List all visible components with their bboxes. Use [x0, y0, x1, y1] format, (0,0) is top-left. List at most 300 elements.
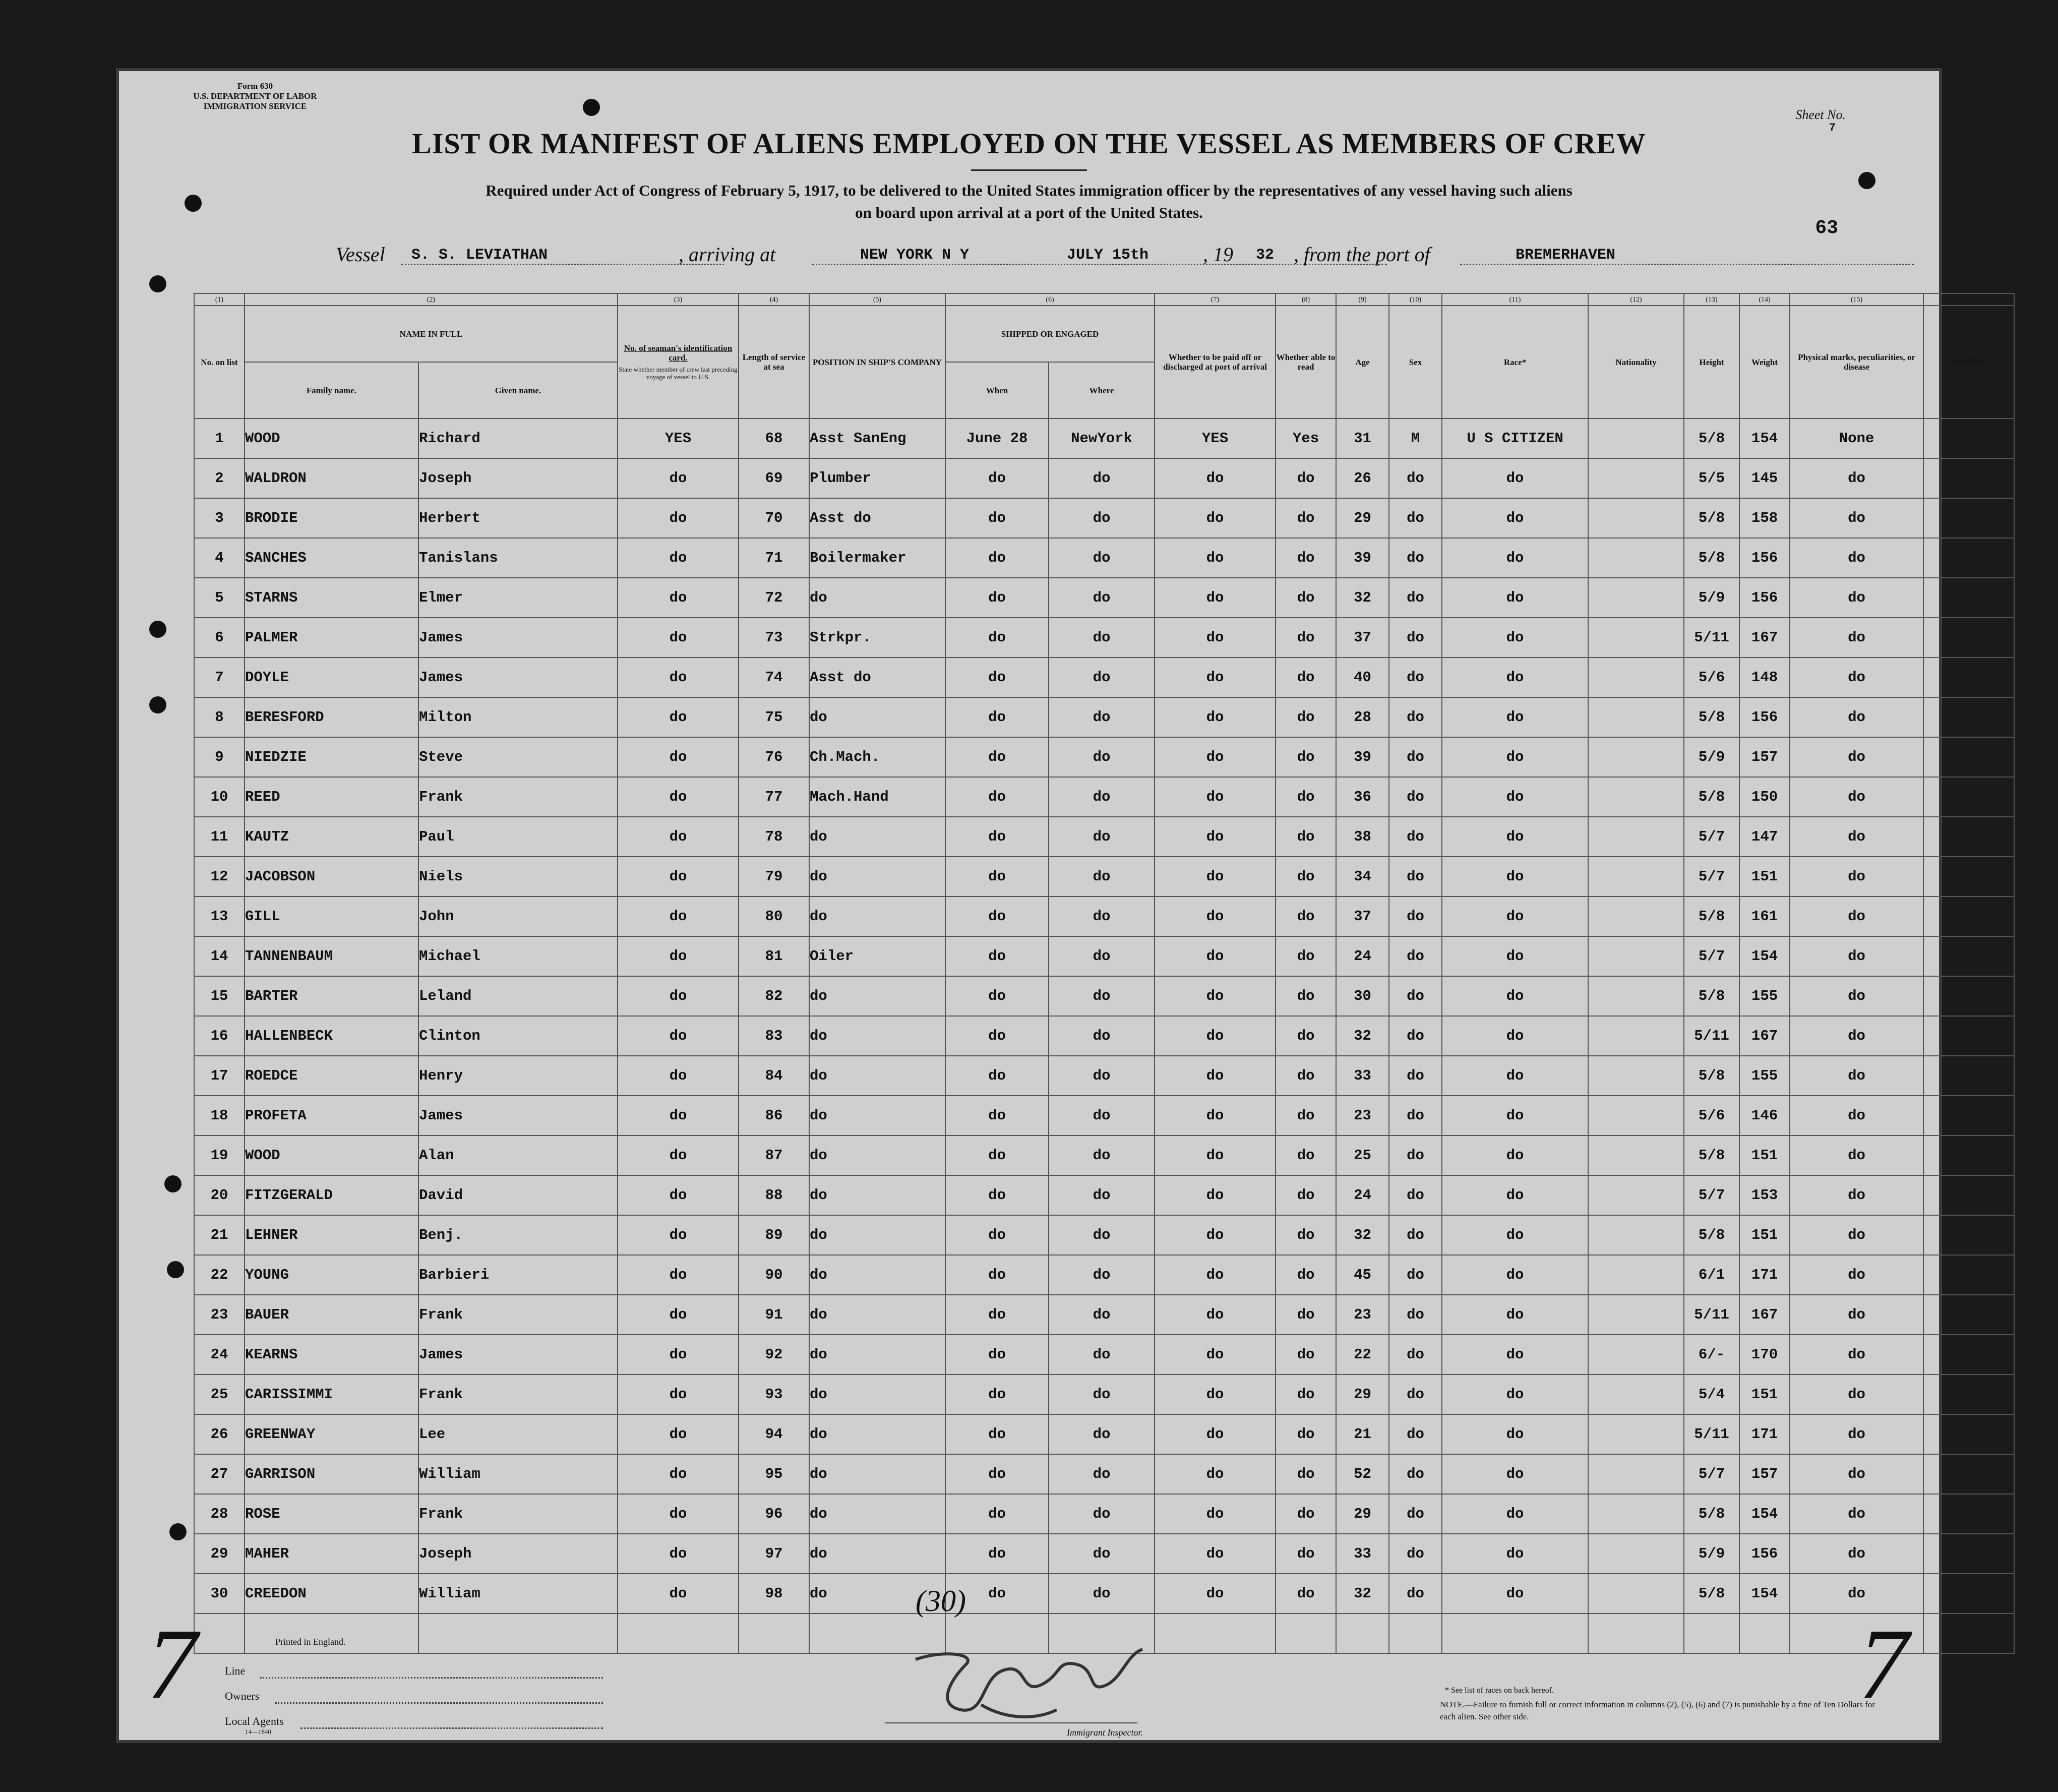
- cell-race: do: [1442, 1255, 1588, 1295]
- punch-hole: [169, 1523, 187, 1540]
- form-number: Form 630: [237, 81, 273, 91]
- cell-physical: do: [1790, 1255, 1923, 1295]
- cell-when: do: [945, 1255, 1049, 1295]
- title-rule: [971, 169, 1087, 171]
- cell-sex: do: [1389, 1295, 1442, 1335]
- cell-sex: do: [1389, 976, 1442, 1016]
- table-row: [194, 1574, 2014, 1614]
- cell-weight: 167: [1739, 1295, 1790, 1335]
- cell-sex: do: [1389, 697, 1442, 737]
- cell-race: do: [1442, 1414, 1588, 1454]
- table-row: [194, 1255, 2014, 1295]
- cell-height: 5/8: [1684, 697, 1739, 737]
- cell-given: James: [418, 658, 618, 697]
- colnum-7: (7): [1155, 293, 1276, 306]
- cell-paid: do: [1155, 1215, 1276, 1255]
- cell-read: do: [1276, 777, 1336, 817]
- cell-position: Strkpr.: [809, 618, 945, 658]
- cell-where: do: [1049, 658, 1155, 697]
- cell-physical: do: [1790, 1056, 1923, 1096]
- cell-position: do: [809, 1096, 945, 1136]
- cell-age: 22: [1336, 1335, 1389, 1375]
- vessel-line: [119, 243, 1939, 268]
- vessel-name: S. S. LEVIATHAN: [411, 247, 548, 264]
- cell-remarks: [1923, 1375, 2014, 1414]
- cell-where: do: [1049, 1175, 1155, 1215]
- cell-card: do: [618, 697, 739, 737]
- cell-where: do: [1049, 1136, 1155, 1175]
- cell-family: TANNENBAUM: [245, 936, 418, 976]
- cell-when: do: [945, 1335, 1049, 1375]
- arrival-year: 32: [1256, 247, 1275, 264]
- cell-sex: do: [1389, 1136, 1442, 1175]
- cell-family: KEARNS: [245, 1335, 418, 1375]
- cell-no: 16: [194, 1016, 245, 1056]
- cell-card: do: [618, 1215, 739, 1255]
- cell-where: do: [1049, 1454, 1155, 1494]
- cell-sex: do: [1389, 1215, 1442, 1255]
- cell-card: do: [618, 936, 739, 976]
- punch-hole: [149, 696, 166, 713]
- cell-length: 89: [739, 1215, 809, 1255]
- cell-family: WOOD: [245, 419, 418, 458]
- cell-family: YOUNG: [245, 1255, 418, 1295]
- cell-read: do: [1276, 897, 1336, 936]
- cell-nationality: [1588, 1295, 1684, 1335]
- cell-age: 34: [1336, 857, 1389, 897]
- cell-given: Benj.: [418, 1215, 618, 1255]
- cell-card: do: [618, 1375, 739, 1414]
- cell-race: do: [1442, 658, 1588, 697]
- cell-length: 75: [739, 697, 809, 737]
- cell-family: BRODIE: [245, 498, 418, 538]
- cell-paid: do: [1155, 697, 1276, 737]
- cell-read: do: [1276, 1534, 1336, 1574]
- cell-given: Steve: [418, 737, 618, 777]
- cell-family: BERESFORD: [245, 697, 418, 737]
- cell-when: do: [945, 1414, 1049, 1454]
- cell-race: do: [1442, 737, 1588, 777]
- owners-label: Owners: [225, 1690, 260, 1702]
- cell-paid: do: [1155, 1494, 1276, 1534]
- seaman-card-label: No. of seaman's identification card.: [624, 343, 733, 363]
- cell-read: do: [1276, 976, 1336, 1016]
- sheet-number-label: Sheet No.: [1795, 107, 1846, 122]
- cell-card: do: [618, 777, 739, 817]
- cell-nationality: [1588, 1494, 1684, 1534]
- cell-race: do: [1442, 1375, 1588, 1414]
- cell-length: 97: [739, 1534, 809, 1574]
- colnum-1: (1): [194, 293, 245, 306]
- cell-age: 32: [1336, 1215, 1389, 1255]
- cell-position: do: [809, 1255, 945, 1295]
- subtitle-line-1: Required under Act of Congress of February 5, 1917, to be delivered to the United States immigration officer by the representatives of any vessel having such aliens: [486, 182, 1572, 199]
- cell-given: James: [418, 1335, 618, 1375]
- cell-remarks: [1923, 1414, 2014, 1454]
- cell-no: 2: [194, 458, 245, 498]
- cell-family: FITZGERALD: [245, 1175, 418, 1215]
- cell-race: do: [1442, 1574, 1588, 1614]
- cell-position: do: [809, 1056, 945, 1096]
- cell-given: Henry: [418, 1056, 618, 1096]
- cell-height: 5/7: [1684, 1175, 1739, 1215]
- cell-when: June 28: [945, 419, 1049, 458]
- cell-where: do: [1049, 737, 1155, 777]
- cell-remarks: [1923, 817, 2014, 857]
- cell-family: BARTER: [245, 976, 418, 1016]
- cell-age: 26: [1336, 458, 1389, 498]
- header-race: Race*: [1442, 306, 1588, 419]
- cell-age: 32: [1336, 1574, 1389, 1614]
- cell-sex: do: [1389, 578, 1442, 618]
- cell-race: do: [1442, 618, 1588, 658]
- cell-height: 5/8: [1684, 1574, 1739, 1614]
- cell-remarks: [1923, 458, 2014, 498]
- from-port-dotted-line: [1460, 264, 1914, 265]
- cell-sex: do: [1389, 1375, 1442, 1414]
- cell-blank: [618, 1614, 739, 1653]
- cell-height: 5/8: [1684, 1494, 1739, 1534]
- cell-where: do: [1049, 1096, 1155, 1136]
- cell-card: YES: [618, 419, 739, 458]
- table-row: [194, 897, 2014, 936]
- cell-physical: do: [1790, 1375, 1923, 1414]
- cell-when: do: [945, 1295, 1049, 1335]
- cell-given: Frank: [418, 1295, 618, 1335]
- table-row: [194, 458, 2014, 498]
- header-given-name: Given name.: [418, 362, 618, 419]
- table-row: [194, 857, 2014, 897]
- cell-no: 14: [194, 936, 245, 976]
- cell-paid: do: [1155, 1574, 1276, 1614]
- cell-sex: do: [1389, 458, 1442, 498]
- cell-remarks: [1923, 897, 2014, 936]
- cell-when: do: [945, 1534, 1049, 1574]
- cell-sex: do: [1389, 1096, 1442, 1136]
- cell-paid: do: [1155, 936, 1276, 976]
- colnum-5: (5): [809, 293, 945, 306]
- cell-when: do: [945, 777, 1049, 817]
- cell-length: 84: [739, 1056, 809, 1096]
- cell-card: do: [618, 1175, 739, 1215]
- cell-remarks: [1923, 618, 2014, 658]
- cell-position: Mach.Hand: [809, 777, 945, 817]
- cell-length: 98: [739, 1574, 809, 1614]
- cell-family: LEHNER: [245, 1215, 418, 1255]
- cell-length: 74: [739, 658, 809, 697]
- cell-physical: do: [1790, 498, 1923, 538]
- cell-given: Leland: [418, 976, 618, 1016]
- cell-blank: [1923, 1614, 2014, 1653]
- cell-no: 26: [194, 1414, 245, 1454]
- cell-remarks: [1923, 1096, 2014, 1136]
- cell-weight: 157: [1739, 1454, 1790, 1494]
- table-row: [194, 697, 2014, 737]
- cell-blank: [1739, 1614, 1790, 1653]
- table-row: [194, 817, 2014, 857]
- cell-remarks: [1923, 1016, 2014, 1056]
- cell-length: 90: [739, 1255, 809, 1295]
- cell-paid: do: [1155, 1136, 1276, 1175]
- cell-position: do: [809, 1215, 945, 1255]
- table-row: [194, 1295, 2014, 1335]
- cell-paid: do: [1155, 976, 1276, 1016]
- cell-sex: do: [1389, 897, 1442, 936]
- cell-length: 93: [739, 1375, 809, 1414]
- cell-weight: 151: [1739, 1136, 1790, 1175]
- cell-family: PALMER: [245, 618, 418, 658]
- cell-sex: do: [1389, 498, 1442, 538]
- cell-given: Frank: [418, 1375, 618, 1414]
- cell-read: do: [1276, 1335, 1336, 1375]
- cell-height: 5/11: [1684, 1414, 1739, 1454]
- table-row: [194, 777, 2014, 817]
- table-row: [194, 618, 2014, 658]
- cell-age: 23: [1336, 1096, 1389, 1136]
- cell-remarks: [1923, 936, 2014, 976]
- cell-height: 6/1: [1684, 1255, 1739, 1295]
- cell-nationality: [1588, 697, 1684, 737]
- cell-family: KAUTZ: [245, 817, 418, 857]
- cell-weight: 151: [1739, 1375, 1790, 1414]
- table-row: [194, 1375, 2014, 1414]
- table-row: [194, 936, 2014, 976]
- cell-given: Paul: [418, 817, 618, 857]
- cell-physical: do: [1790, 1215, 1923, 1255]
- cell-given: Frank: [418, 777, 618, 817]
- cell-nationality: [1588, 1534, 1684, 1574]
- cell-position: do: [809, 1534, 945, 1574]
- line-label: Line: [225, 1664, 246, 1677]
- cell-weight: 148: [1739, 658, 1790, 697]
- cell-height: 5/11: [1684, 1295, 1739, 1335]
- cell-race: U S CITIZEN: [1442, 419, 1588, 458]
- cell-weight: 146: [1739, 1096, 1790, 1136]
- cell-given: Tanislans: [418, 538, 618, 578]
- cell-position: do: [809, 1454, 945, 1494]
- punch-hole: [1858, 172, 1875, 189]
- cell-where: do: [1049, 1016, 1155, 1056]
- cell-nationality: [1588, 1454, 1684, 1494]
- cell-position: Plumber: [809, 458, 945, 498]
- cell-blank: [1588, 1614, 1684, 1653]
- service-name: IMMIGRATION SERVICE: [203, 101, 307, 111]
- cell-family: STARNS: [245, 578, 418, 618]
- cell-age: 38: [1336, 817, 1389, 857]
- cell-family: ROSE: [245, 1494, 418, 1534]
- cell-physical: do: [1790, 1136, 1923, 1175]
- table-row: [194, 1096, 2014, 1136]
- punch-hole: [149, 275, 166, 292]
- cell-family: WOOD: [245, 1136, 418, 1175]
- cell-remarks: [1923, 1056, 2014, 1096]
- cell-read: do: [1276, 1175, 1336, 1215]
- cell-remarks: [1923, 538, 2014, 578]
- cell-read: do: [1276, 1494, 1336, 1534]
- cell-race: do: [1442, 1494, 1588, 1534]
- cell-race: do: [1442, 936, 1588, 976]
- cell-physical: do: [1790, 697, 1923, 737]
- cell-given: John: [418, 897, 618, 936]
- cell-physical: do: [1790, 658, 1923, 697]
- cell-where: do: [1049, 1375, 1155, 1414]
- cell-height: 5/6: [1684, 658, 1739, 697]
- cell-age: 28: [1336, 697, 1389, 737]
- cell-weight: 150: [1739, 777, 1790, 817]
- cell-height: 5/8: [1684, 1136, 1739, 1175]
- cell-paid: do: [1155, 618, 1276, 658]
- cell-card: do: [618, 658, 739, 697]
- cell-family: CARISSIMMI: [245, 1375, 418, 1414]
- department-name: U.S. DEPARTMENT OF LABOR: [193, 91, 317, 101]
- cell-physical: do: [1790, 458, 1923, 498]
- cell-when: do: [945, 498, 1049, 538]
- cell-height: 5/8: [1684, 538, 1739, 578]
- cell-paid: do: [1155, 1454, 1276, 1494]
- cell-no: 6: [194, 618, 245, 658]
- inspector-signature: [905, 1629, 1168, 1730]
- cell-card: do: [618, 897, 739, 936]
- cell-blank: [1684, 1614, 1739, 1653]
- inspector-signature-line: [885, 1722, 1137, 1723]
- cell-physical: do: [1790, 1574, 1923, 1614]
- cell-length: 78: [739, 817, 809, 857]
- punch-hole: [583, 99, 600, 116]
- cell-blank: [418, 1614, 618, 1653]
- cell-read: do: [1276, 498, 1336, 538]
- cell-where: do: [1049, 1414, 1155, 1454]
- cell-card: do: [618, 1574, 739, 1614]
- cell-weight: 154: [1739, 1574, 1790, 1614]
- cell-no: 18: [194, 1096, 245, 1136]
- cell-remarks: [1923, 1454, 2014, 1494]
- cell-family: JACOBSON: [245, 857, 418, 897]
- cell-no: 11: [194, 817, 245, 857]
- table-row: [194, 498, 2014, 538]
- cell-length: 79: [739, 857, 809, 897]
- cell-length: 95: [739, 1454, 809, 1494]
- cell-physical: do: [1790, 1534, 1923, 1574]
- punch-hole: [164, 1175, 181, 1192]
- cell-given: William: [418, 1454, 618, 1494]
- cell-race: do: [1442, 1016, 1588, 1056]
- cell-height: 5/8: [1684, 498, 1739, 538]
- cell-sex: do: [1389, 1016, 1442, 1056]
- cell-age: 33: [1336, 1534, 1389, 1574]
- cell-race: do: [1442, 1335, 1588, 1375]
- cell-when: do: [945, 1175, 1049, 1215]
- table-row: [194, 1136, 2014, 1175]
- cell-paid: do: [1155, 1335, 1276, 1375]
- cell-position: do: [809, 1136, 945, 1175]
- cell-race: do: [1442, 857, 1588, 897]
- cell-weight: 161: [1739, 897, 1790, 936]
- cell-race: do: [1442, 1175, 1588, 1215]
- cell-race: do: [1442, 1136, 1588, 1175]
- cell-blank: [194, 1614, 245, 1653]
- cell-race: do: [1442, 538, 1588, 578]
- cell-physical: do: [1790, 1175, 1923, 1215]
- cell-when: do: [945, 1494, 1049, 1534]
- cell-no: 8: [194, 697, 245, 737]
- cell-blank: [245, 1614, 418, 1653]
- cell-age: 30: [1336, 976, 1389, 1016]
- colnum-13: (13): [1684, 293, 1739, 306]
- cell-length: 71: [739, 538, 809, 578]
- cell-race: do: [1442, 1056, 1588, 1096]
- cell-length: 88: [739, 1175, 809, 1215]
- cell-remarks: [1923, 777, 2014, 817]
- cell-height: 6/-: [1684, 1335, 1739, 1375]
- cell-paid: do: [1155, 1175, 1276, 1215]
- cell-given: Joseph: [418, 458, 618, 498]
- colnum-2: (2): [245, 293, 618, 306]
- cell-sex: do: [1389, 1255, 1442, 1295]
- manifest-sheet: [116, 68, 1987, 1743]
- punch-hole: [167, 1261, 184, 1278]
- cell-length: 81: [739, 936, 809, 976]
- cell-card: do: [618, 857, 739, 897]
- cell-nationality: [1588, 658, 1684, 697]
- cell-position: do: [809, 1295, 945, 1335]
- cell-read: do: [1276, 1574, 1336, 1614]
- cell-sex: do: [1389, 1414, 1442, 1454]
- cell-remarks: [1923, 1335, 2014, 1375]
- cell-remarks: [1923, 1175, 2014, 1215]
- crew-rows: [194, 419, 2014, 1653]
- header-family-name: Family name.: [245, 362, 418, 419]
- cell-sex: do: [1389, 1534, 1442, 1574]
- colnum-10: (10): [1389, 293, 1442, 306]
- cell-position: do: [809, 1494, 945, 1534]
- cell-card: do: [618, 1016, 739, 1056]
- cell-remarks: [1923, 976, 2014, 1016]
- cell-physical: do: [1790, 857, 1923, 897]
- cell-weight: 154: [1739, 419, 1790, 458]
- cell-weight: 147: [1739, 817, 1790, 857]
- cell-weight: 154: [1739, 936, 1790, 976]
- arrival-port: NEW YORK N Y: [860, 247, 970, 264]
- cell-read: do: [1276, 458, 1336, 498]
- header-paid-off: Whether to be paid off or discharged at port of arrival: [1155, 306, 1276, 419]
- cell-where: do: [1049, 458, 1155, 498]
- cell-family: HALLENBECK: [245, 1016, 418, 1056]
- cell-no: 30: [194, 1574, 245, 1614]
- header-physical-marks: Physical marks, peculiarities, or disease: [1790, 306, 1923, 419]
- cell-sex: do: [1389, 857, 1442, 897]
- cell-position: Asst do: [809, 658, 945, 697]
- cell-race: do: [1442, 897, 1588, 936]
- sheet-number: 7: [1829, 122, 1836, 134]
- cell-where: do: [1049, 976, 1155, 1016]
- cell-no: 10: [194, 777, 245, 817]
- cell-age: 29: [1336, 498, 1389, 538]
- cell-height: 5/8: [1684, 777, 1739, 817]
- total-count-mark: (30): [916, 1584, 966, 1618]
- cell-remarks: [1923, 697, 2014, 737]
- cell-no: 24: [194, 1335, 245, 1375]
- cell-where: do: [1049, 538, 1155, 578]
- cell-card: do: [618, 498, 739, 538]
- cell-nationality: [1588, 857, 1684, 897]
- cell-nationality: [1588, 1016, 1684, 1056]
- table-row: [194, 737, 2014, 777]
- cell-height: 5/8: [1684, 419, 1739, 458]
- cell-height: 5/7: [1684, 817, 1739, 857]
- cell-remarks: [1923, 737, 2014, 777]
- cell-age: 45: [1336, 1255, 1389, 1295]
- table-row: [194, 658, 2014, 697]
